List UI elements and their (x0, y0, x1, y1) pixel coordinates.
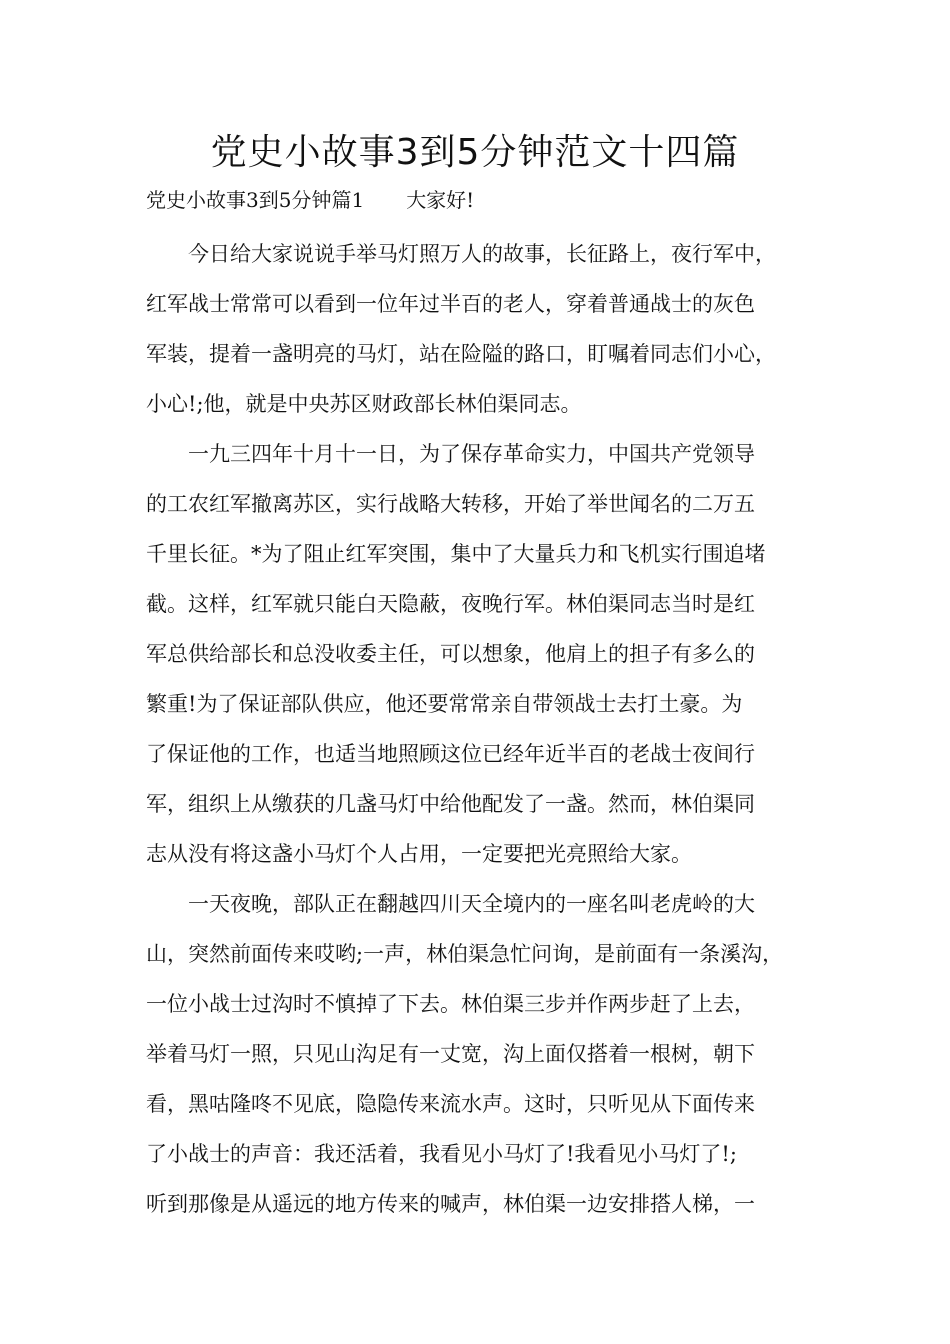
paragraph-3 (146, 879, 826, 1229)
section-heading: 党史小故事3到5分钟篇1 (146, 188, 365, 212)
text-line: 志从没有将这盏小马灯个人占用，一定要把光亮照给大家。 (146, 842, 692, 866)
text-line: 听到那像是从遥远的地方传来的喊声，林伯渠一边安排搭人梯，一 (146, 1192, 755, 1216)
paragraph-2 (146, 429, 826, 879)
text-line: 今日给大家说说手举马灯照万人的故事，长征路上，夜行军中， (188, 242, 776, 266)
paragraph-1 (146, 229, 826, 429)
text-line: 繁重!为了保证部队供应，他还要常常亲自带领战士去打土豪。为 (146, 692, 743, 716)
text-line: 举着马灯一照，只见山沟足有一丈宽，沟上面仅搭着一根树，朝下 (146, 1042, 755, 1066)
text-line: 军装，提着一盏明亮的马灯，站在险隘的路口，盯嘱着同志们小心， (146, 342, 776, 366)
document-title: 党史小故事3到5分钟范文十四篇 (210, 132, 740, 173)
text-line: 千里长征。*为了阻止红军突围，集中了大量兵力和飞机实行围追堵 (146, 542, 766, 566)
text-line: 山，突然前面传来哎哟;一声，林伯渠急忙问询，是前面有一条溪沟， (146, 942, 784, 966)
text-line: 截。这样，红军就只能白天隐蔽，夜晚行军。林伯渠同志当时是红 (146, 592, 755, 616)
section-heading-line (146, 183, 826, 217)
text-line: 红军战士常常可以看到一位年过半百的老人，穿着普通战士的灰色 (146, 292, 755, 316)
document-body (146, 229, 826, 1229)
text-line: 一九三四年十月十一日，为了保存革命实力，中国共产党领导 (188, 442, 755, 466)
text-line: 军总供给部长和总没收委主任，可以想象，他肩上的担子有多么的 (146, 642, 755, 666)
text-line: 军，组织上从缴获的几盏马灯中给他配发了一盏。然而，林伯渠同 (146, 792, 755, 816)
text-line: 小心!;他，就是中央苏区财政部长林伯渠同志。 (146, 392, 582, 416)
text-line: 一位小战士过沟时不慎掉了下去。林伯渠三步并作两步赶了上去， (146, 992, 755, 1016)
text-line: 了保证他的工作，也适当地照顾这位已经年近半百的老战士夜间行 (146, 742, 755, 766)
greeting: 大家好! (406, 188, 475, 212)
text-line: 的工农红军撤离苏区，实行战略大转移，开始了举世闻名的二万五 (146, 492, 755, 516)
text-line: 一天夜晚，部队正在翻越四川天全境内的一座名叫老虎岭的大 (188, 892, 755, 916)
text-line: 了小战士的声音：我还活着，我看见小马灯了!我看见小马灯了!; (146, 1142, 737, 1166)
text-line: 看，黑咕隆咚不见底，隐隐传来流水声。这时，只听见从下面传来 (146, 1092, 755, 1116)
